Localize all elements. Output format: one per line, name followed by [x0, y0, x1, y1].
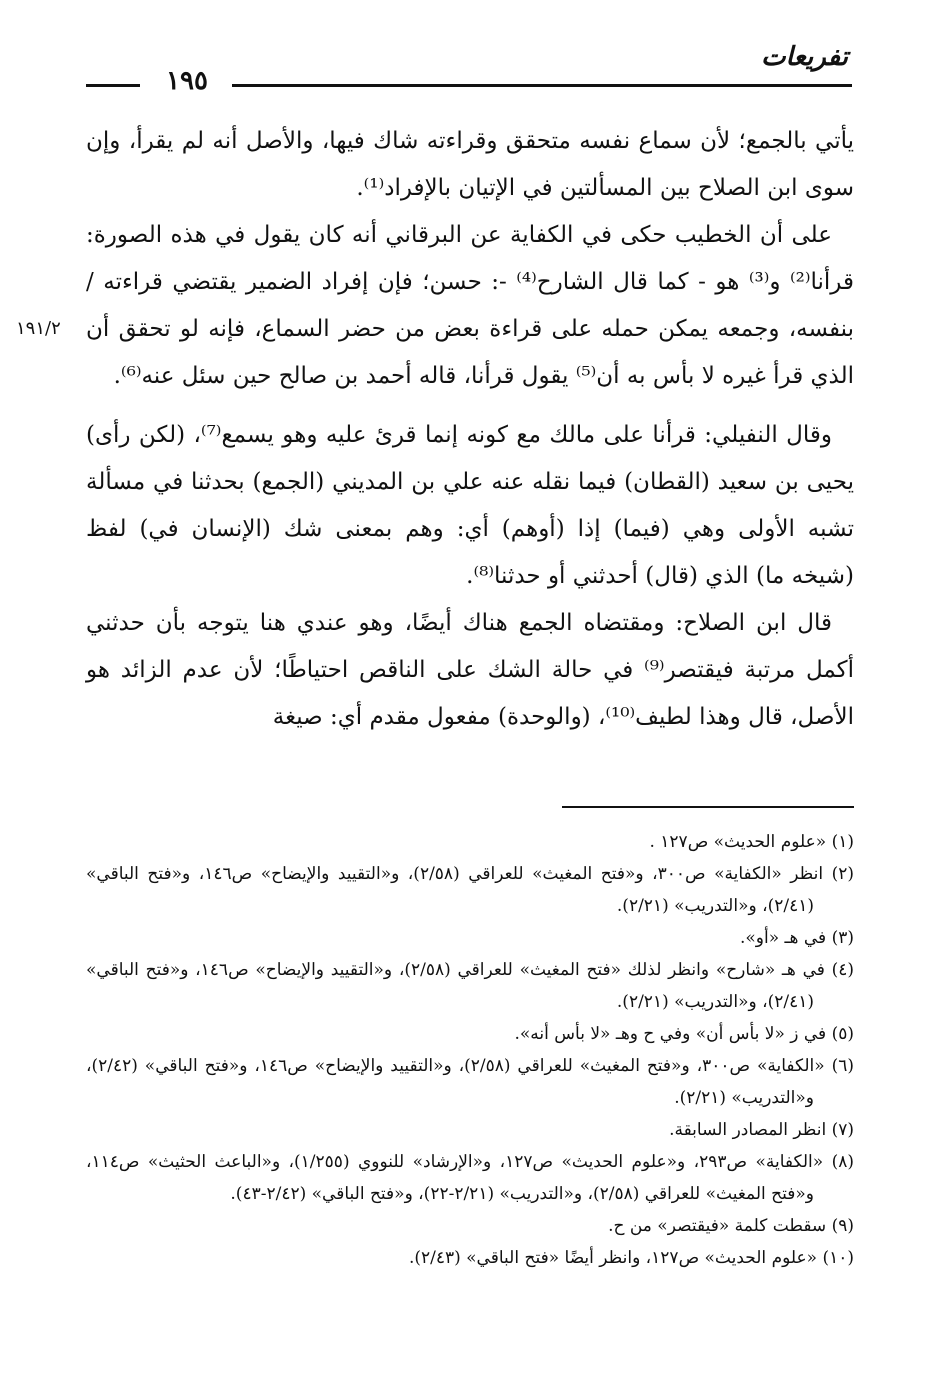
- paragraph: [86, 600, 854, 741]
- header-rule: [232, 84, 852, 87]
- footnote: (٦) «الكفاية» ص٣٠٠، و«فتح المغيث» للعراقي (٢/٥٨)، و«التقييد والإيضاح» ص١٤٦، و«فتح الباقي» (٢/٤٢)، و«التدريب» (٢/٢١).: [86, 1056, 854, 1108]
- footnote: (٨) «الكفاية» ص٢٩٣، و«علوم الحديث» ص١٢٧، و«الإرشاد» للنووي (١/٢٥٥)، و«الباعث الحثيث» ص١١٤، و«فتح المغيث» للعراقي (٢/٥٨)، و«التدريب» (٢/٢١-٢٢)، و«فتح الباقي» (٢/٤٢-٤٣).: [86, 1152, 854, 1204]
- footnote: (٣) في هـ «أو».: [739, 928, 854, 948]
- text-line: وإن سوى ابن الصلاح بين المسألتين في الإتيان بالإفراد⁽¹⁾.: [86, 128, 854, 201]
- paragraph: [86, 118, 854, 212]
- footnote-separator: [562, 806, 854, 808]
- text-line: وقال النفيلي: قرأنا على مالك مع كونه إنما قرئ عليه وهو يسمع⁽⁷⁾، (لكن: [138, 422, 832, 448]
- footnote: (٧) انظر المصادر السابقة.: [669, 1120, 854, 1140]
- page-number: ١٩٥: [166, 66, 208, 96]
- footnotes: [86, 826, 854, 1274]
- text-line: حدثني أكمل مرتبة فيقتصر⁽⁹⁾ في حالة الشك على الناقص احتياطًا؛ لأن عدم: [86, 610, 855, 683]
- main-text: [86, 118, 854, 741]
- footnote: (٥) في ز «لا بأس أن» وفي ح وهـ «لا بأس أنه».: [514, 1024, 854, 1044]
- text-line: رأى) يحيى بن سعيد (القطان) فيما نقله عنه علي بن المديني (الجمع) بحدثنا في: [86, 422, 854, 495]
- footnote: (١٠) «علوم الحديث» ص١٢٧، وانظر أيضًا «فتح الباقي» (٢/٤٣).: [408, 1248, 854, 1268]
- text-line: قرأنا⁽²⁾ و⁽³⁾ هو - كما قال الشارح⁽⁴⁾ -: حسن؛ فإن إفراد الضمير يقتضي قراءته: [103, 269, 854, 295]
- footnote: (٩) سقطت كلمة «فيقتصر» من ح.: [608, 1216, 854, 1236]
- text-line: لفظ (شيخه ما) الذي (قال) أحدثني أو حدثنا⁽⁸⁾.: [86, 516, 854, 589]
- text-line: مسألة تشبه الأولى وهي (فيما) إذا (أوهم) أي: وهم بمعنى شك (الإنسان في): [86, 469, 854, 542]
- footnote: (٢) انظر «الكفاية» ص٣٠٠، و«فتح المغيث» للعراقي (٢/٥٨)، و«التقييد والإيضاح» ص١٤٦، و«فتح الباقي» (٢/٤١)، و«التدريب» (٢/٢١).: [86, 864, 854, 916]
- footnote: (٤) في هـ «شارح» وانظر لذلك «فتح المغيث» للعراقي (٢/٥٨)، و«التقييد والإيضاح» ص١٤٦، و«فتح الباقي» (٢/٤١)، و«التدريب» (٢/٢١).: [86, 960, 855, 1012]
- text-line: الذي قرأ غيره لا بأس به أن⁽⁵⁾ يقول قرأنا، قاله أحمد بن صالح حين سئل: [181, 363, 854, 389]
- header-rule-short: [86, 84, 140, 87]
- text-line: على أن الخطيب حكى في الكفاية عن البرقاني أنه كان يقول في هذه الصورة:: [86, 222, 832, 248]
- footnote: (١) «علوم الحديث» ص١٢٧ .: [649, 832, 854, 852]
- paragraph: [86, 412, 854, 600]
- text-line: الزائد هو الأصل، قال وهذا لطيف⁽¹⁰⁾، (والوحدة) مفعول مقدم أي: صيغة: [86, 657, 854, 730]
- text-line: قال ابن الصلاح: ومقتضاه الجمع هناك أيضًا، وهو عندي هنا يتوجه بأن: [155, 610, 833, 636]
- paragraph: [86, 212, 854, 400]
- text-line: /بنفسه، وجمعه يمكن حمله على قراءة بعض من حضر السماع، فإنه لو تحقق أن: [86, 269, 854, 342]
- text-line: عنه⁽⁶⁾.: [113, 363, 175, 389]
- margin-manuscript-reference: ١٩١/٢: [16, 318, 61, 339]
- running-header-title: تفريعات: [761, 42, 848, 72]
- text-line: يأتي بالجمع؛ لأن سماع نفسه متحقق وقراءته شاك فيها، والأصل أنه لم يقرأ،: [128, 128, 855, 154]
